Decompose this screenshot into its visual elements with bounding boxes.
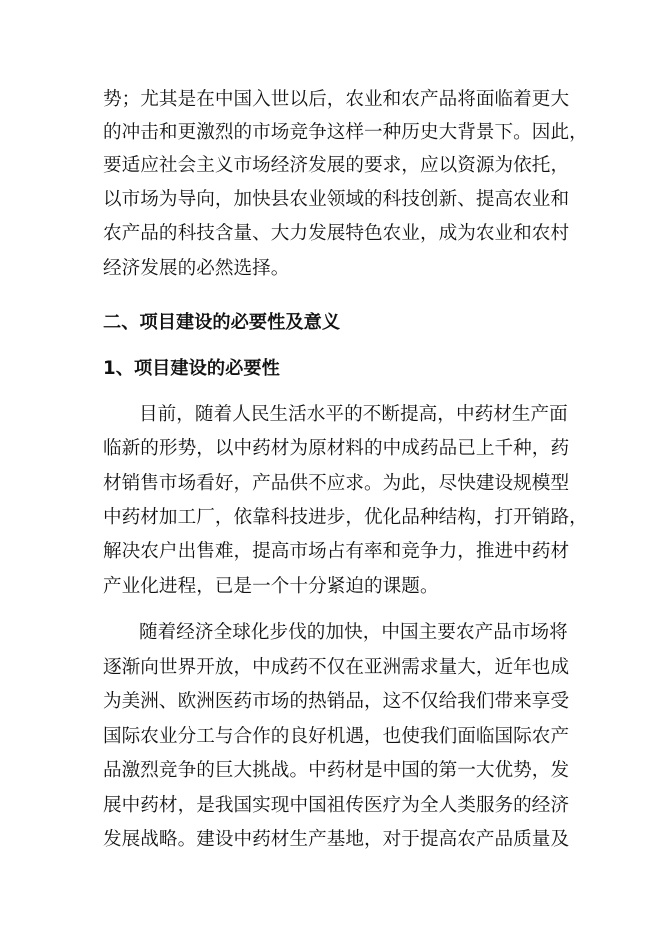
section-heading: 二、项目建设的必要性及意义 <box>103 312 341 333</box>
paragraph-line: 品激烈竞争的巨大挑战。中药材是中国的第一大优势，发 <box>103 760 570 781</box>
paragraph-line: 目前，随着人民生活水平的不断提高，中药材生产面 <box>139 404 568 425</box>
paragraph-line: 为美洲、欧洲医药市场的热销品，这不仅给我们带来享受 <box>103 691 570 712</box>
paragraph-line: 随着经济全球化步伐的加快，中国主要农产品市场将 <box>139 622 568 643</box>
paragraph-line: 的冲击和更激烈的市场竞争这样一种历史大背景下。因此， <box>103 122 588 143</box>
paragraph-line: 发展战略。建设中药材生产基地，对于提高农产品质量及 <box>103 829 570 850</box>
paragraph-line: 国际农业分工与合作的良好机遇，也使我们面临国际农产 <box>103 726 570 747</box>
paragraph-line: 展中药材，是我国实现中国祖传医疗为全人类服务的经济 <box>103 795 570 816</box>
paragraph-line: 产业化进程，已是一个十分紧迫的课题。 <box>103 576 439 597</box>
subsection-heading: 1、项目建设的必要性 <box>103 358 280 379</box>
paragraph-line: 要适应社会主义市场经济发展的要求，应以资源为依托， <box>103 155 570 176</box>
paragraph-line: 中药材加工厂，依靠科技进步，优化品种结构，打开销路， <box>103 507 588 528</box>
paragraph-line: 材销售市场看好，产品供不应求。为此，尽快建设规模型 <box>103 473 570 494</box>
paragraph-line: 以市场为导向，加快县农业领域的科技创新、提高农业和 <box>103 189 570 210</box>
paragraph-line: 临新的形势，以中药材为原材料的中成药品已上千种，药 <box>103 438 570 459</box>
paragraph-line: 解决农户出售难，提高市场占有率和竞争力，推进中药材 <box>103 541 570 562</box>
paragraph-line: 势；尤其是在中国入世以后，农业和农产品将面临着更大 <box>103 89 570 110</box>
paragraph-line: 农产品的科技含量、大力发展特色农业，成为农业和农村 <box>103 223 570 244</box>
paragraph-line: 逐渐向世界开放，中成药不仅在亚洲需求量大，近年也成 <box>103 657 570 678</box>
paragraph-line: 经济发展的必然选择。 <box>103 258 290 279</box>
